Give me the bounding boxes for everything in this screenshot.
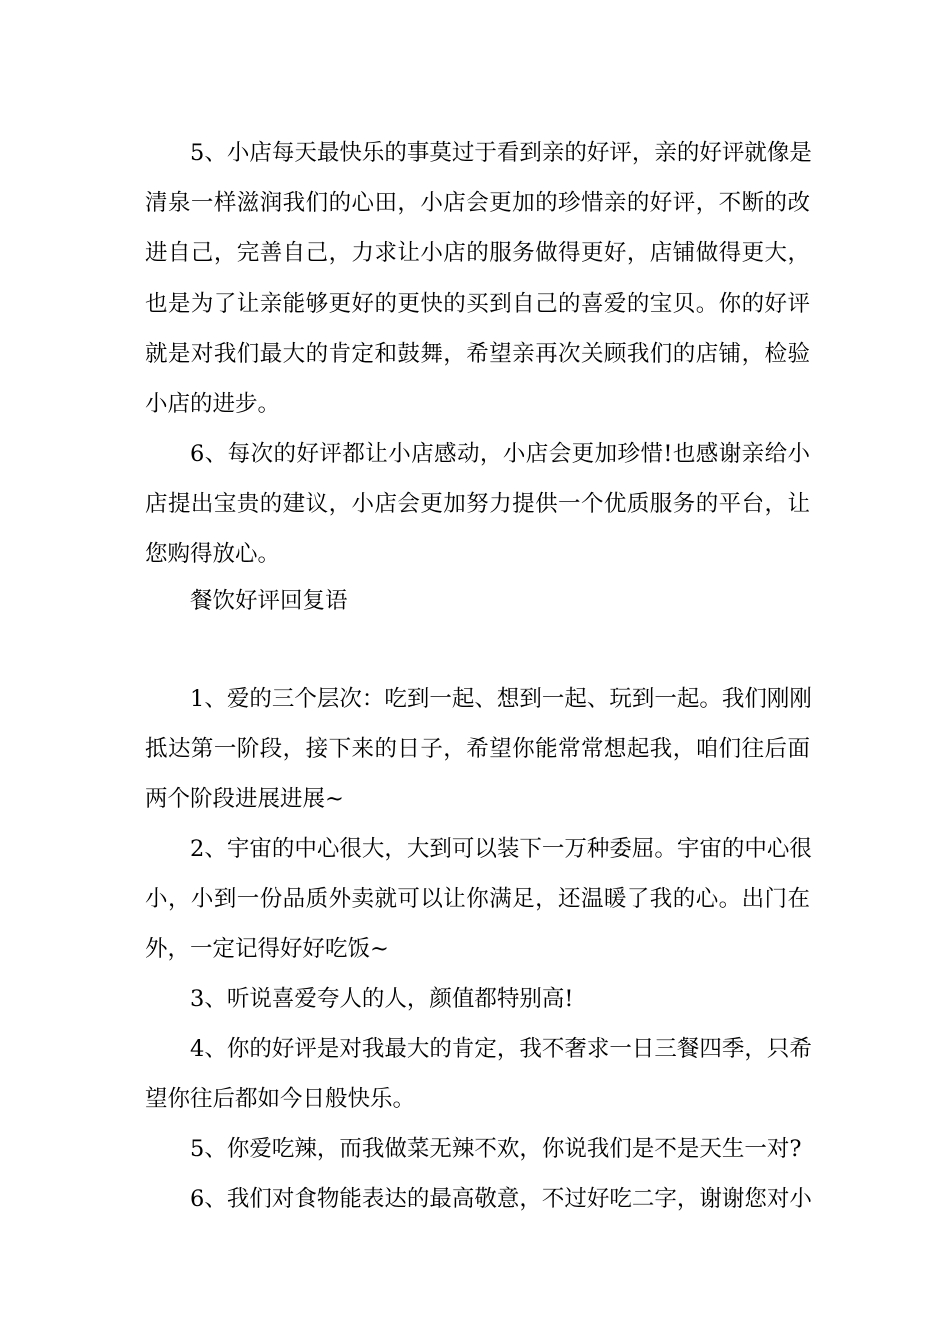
text-line: 也是为了让亲能够更好的更快的买到自己的喜爱的宝贝。你的好评 xyxy=(145,291,810,317)
text-line: 两个阶段进展进展~ xyxy=(145,786,344,812)
text-line: 小，小到一份品质外卖就可以让你满足，还温暖了我的心。出门在 xyxy=(145,886,810,912)
text-line: 6、我们对食物能表达的最高敬意，不过好吃二字，谢谢您对小 xyxy=(190,1186,812,1212)
text-line: 望你往后都如今日般快乐。 xyxy=(145,1086,416,1112)
text-line: 3、听说喜爱夸人的人，颜值都特别高! xyxy=(190,986,574,1012)
text-line: 进自己，完善自己，力求让小店的服务做得更好，店铺做得更大， xyxy=(145,240,810,266)
text-line: 5、你爱吃辣，而我做菜无辣不欢，你说我们是不是天生一对? xyxy=(190,1136,802,1162)
section-heading: 餐饮好评回复语 xyxy=(190,588,348,614)
text-line: 2、宇宙的中心很大，大到可以装下一万种委屈。宇宙的中心很 xyxy=(190,836,812,862)
text-line: 您购得放心。 xyxy=(145,541,281,567)
text-line: 清泉一样滋润我们的心田，小店会更加的珍惜亲的好评，不断的改 xyxy=(145,190,810,216)
text-line: 抵达第一阶段，接下来的日子，希望你能常常想起我，咱们往后面 xyxy=(145,736,810,762)
text-line: 外，一定记得好好吃饭~ xyxy=(145,936,389,962)
text-line: 店提出宝贵的建议，小店会更加努力提供一个优质服务的平台，让 xyxy=(145,491,810,517)
text-line: 6、每次的好评都让小店感动，小店会更加珍惜!也感谢亲给小 xyxy=(190,441,810,467)
text-line: 5、小店每天最快乐的事莫过于看到亲的好评，亲的好评就像是 xyxy=(190,140,812,166)
text-line: 4、你的好评是对我最大的肯定，我不奢求一日三餐四季，只希 xyxy=(190,1036,812,1062)
text-line: 就是对我们最大的肯定和鼓舞，希望亲再次关顾我们的店铺，检验 xyxy=(145,341,810,367)
text-line: 1、爱的三个层次：吃到一起、想到一起、玩到一起。我们刚刚 xyxy=(190,686,812,712)
text-line: 小店的进步。 xyxy=(145,391,281,417)
